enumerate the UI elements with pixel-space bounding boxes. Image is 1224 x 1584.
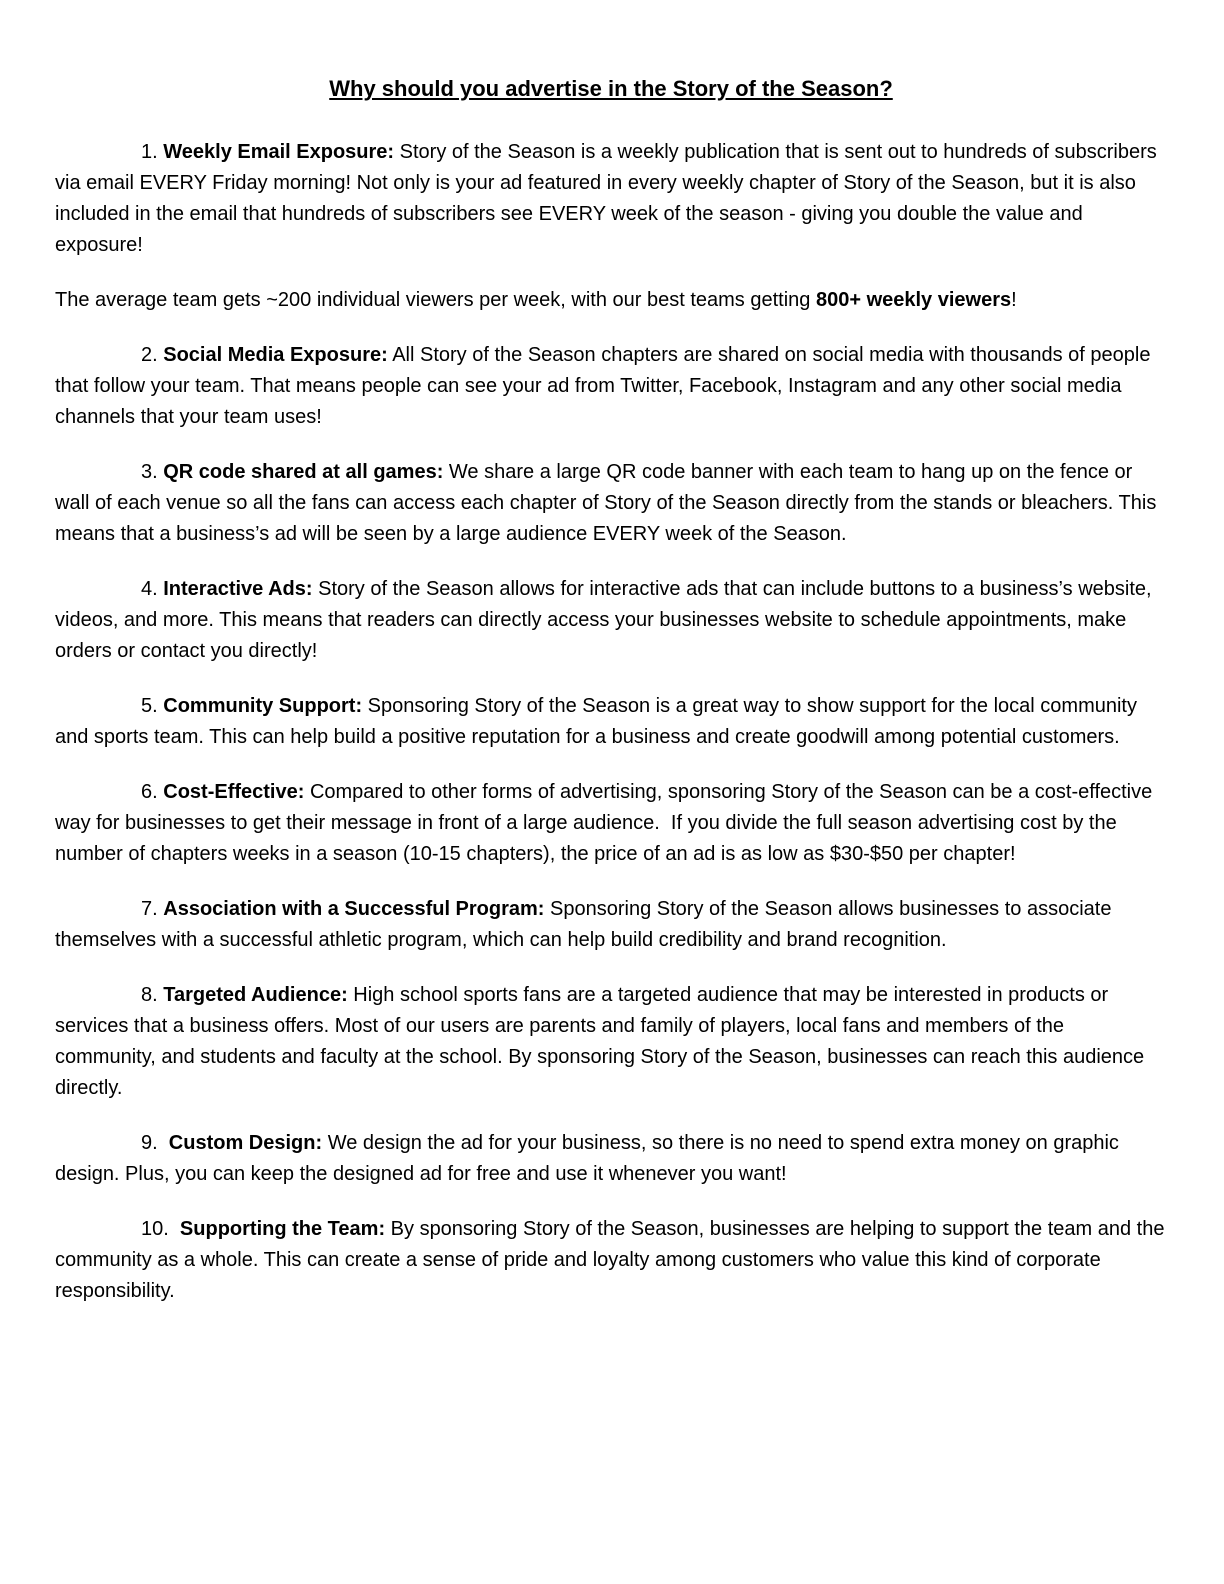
paragraph-5 — [55, 574, 1167, 667]
bold-text-run: 800+ weekly viewers — [815, 289, 1012, 311]
paragraph-1 — [55, 137, 1167, 261]
text-run: 6. — [141, 781, 164, 803]
text-run: We design the ad for your business, so there is no need to spend extra money on graphic design. Plus, you can keep the designed ad for free and use it whenever you want! — [55, 1132, 1125, 1185]
bold-text-run: Interactive Ads: — [163, 578, 313, 600]
bold-text-run: Supporting the Team: — [179, 1218, 386, 1240]
text-run: ! — [1011, 289, 1017, 311]
bold-text-run: QR code shared at all games: — [163, 461, 444, 483]
text-run: Compared to other forms of advertising, sponsoring Story of the Season can be a cost-effective way for businesses to get their message in front of a large audience. If you divide the full season advertising cost by the number of chapters weeks in a season (10-15 chapters), the price of an ad is as low as $30-$50 per chapter! — [55, 781, 1158, 865]
text-run: Story of the Season is a weekly publication that is sent out to hundreds of subscribers via email EVERY Friday morning! Not only is your ad featured in every weekly chapter of Story of the Season, but it is also included in the email that hundreds of subscribers see EVERY week of the season - giving you double the value and exposure! — [55, 141, 1163, 256]
bold-text-run: Weekly Email Exposure: — [163, 141, 395, 163]
text-run: 9. — [141, 1132, 169, 1154]
text-run: 4. — [141, 578, 164, 600]
text-run: All Story of the Season chapters are shared on social media with thousands of people that follow your team. That means people can see your ad from Twitter, Facebook, Instagram and any other social media channels that your team uses! — [55, 344, 1157, 428]
text-run: High school sports fans are a targeted audience that may be interested in products or services that a business offers. Most of our users are parents and family of players, local fans and members of the community, and students and faculty at the school. By sponsoring Story of the Season, businesses can reach this audience directly. — [55, 984, 1150, 1099]
text-run: By sponsoring Story of the Season, businesses are helping to support the team and the community as a whole. This can create a sense of pride and loyalty among customers who value this kind of corporate responsibility. — [55, 1218, 1171, 1302]
text-run: 3. — [141, 461, 164, 483]
paragraph-8 — [55, 894, 1167, 956]
paragraph-9 — [55, 980, 1167, 1104]
text-run: Sponsoring Story of the Season allows businesses to associate themselves with a successful athletic program, which can help build credibility and brand recognition. — [55, 898, 1118, 951]
paragraph-4 — [55, 457, 1167, 550]
text-run: 2. — [141, 344, 164, 366]
paragraph-11 — [55, 1214, 1171, 1307]
text-run: 5. — [141, 695, 164, 717]
text-run: Sponsoring Story of the Season is a great way to show support for the local community and sports team. This can help build a positive reputation for a business and create goodwill among potential customers. — [55, 695, 1143, 748]
paragraph-3 — [55, 340, 1167, 433]
text-run: 8. — [141, 984, 164, 1006]
bold-text-run: Association with a Successful Program: — [163, 898, 545, 920]
bold-text-run: Cost-Effective: — [163, 781, 305, 803]
paragraph-6 — [55, 691, 1167, 753]
bold-text-run: Custom Design: — [168, 1132, 323, 1154]
bold-text-run: Community Support: — [163, 695, 363, 717]
text-run: We share a large QR code banner with each team to hang up on the fence or wall of each venue so all the fans can access each chapter of Story of the Season directly from the stands or bleachers. This means that a business’s ad will be seen by a large audience EVERY week of the Season. — [55, 461, 1162, 545]
text-run: 10. — [141, 1218, 180, 1240]
paragraph-7 — [55, 777, 1167, 870]
bold-text-run: Targeted Audience: — [163, 984, 348, 1006]
paragraph-10 — [55, 1128, 1167, 1190]
document-title: Why should you advertise in the Story of the Season? — [329, 76, 893, 101]
text-run: 7. — [141, 898, 164, 920]
text-run: 1. — [141, 141, 164, 163]
document-body — [55, 137, 1171, 1307]
text-run: Story of the Season allows for interactive ads that can include buttons to a business’s website, videos, and more. This means that readers can directly access your businesses website to schedule appointments, make orders or contact you directly! — [55, 578, 1158, 662]
paragraph-2 — [55, 285, 1167, 316]
text-run: The average team gets ~200 individual viewers per week, with our best teams getting — [55, 289, 816, 311]
bold-text-run: Social Media Exposure: — [163, 344, 388, 366]
